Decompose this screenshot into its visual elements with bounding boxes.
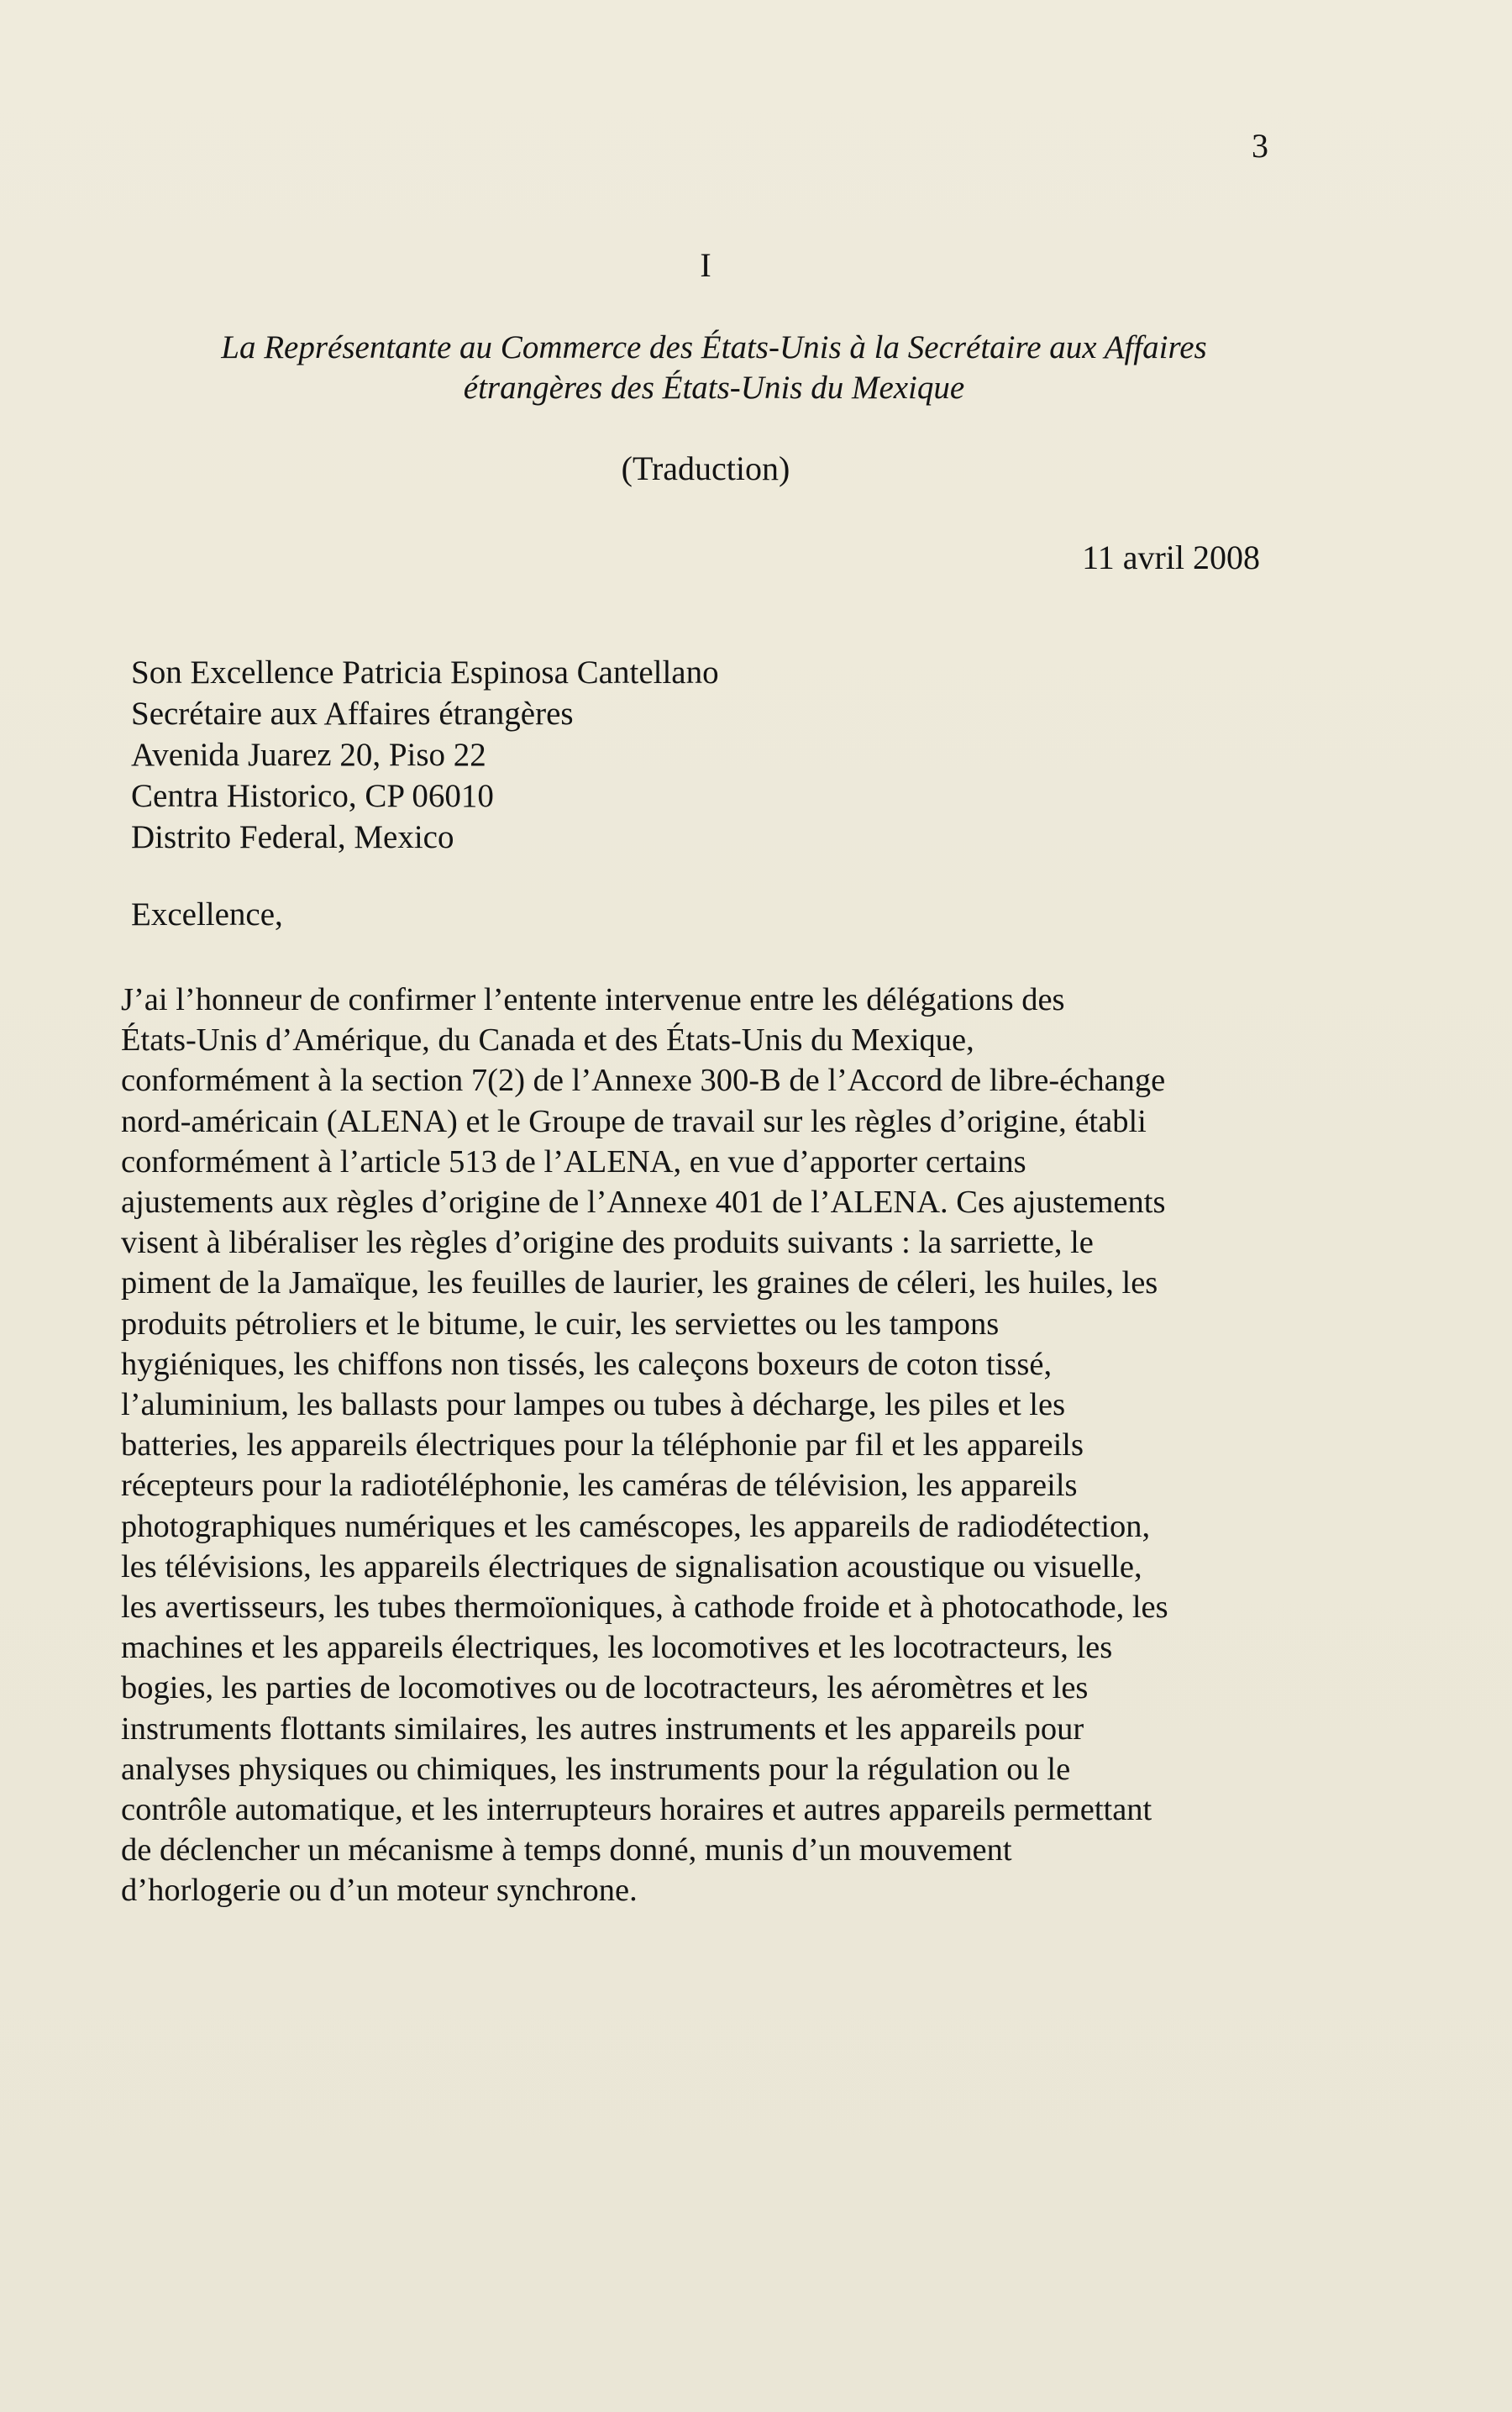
body-line: photographiques numériques et les caméscopes, les appareils de radiodétection, (121, 1508, 1151, 1544)
addressee-line: Secrétaire aux Affaires étrangères (131, 696, 574, 732)
body-line: conformément à la section 7(2) de l’Annexe 300-B de l’Accord de libre-échange (121, 1063, 1166, 1099)
addressee-line: Distrito Federal, Mexico (131, 819, 454, 855)
body-line: hygiéniques, les chiffons non tissés, les caleçons boxeurs de coton tissé, (121, 1346, 1053, 1382)
body-line: visent à libéraliser les règles d’origine des produits suivants : la sarriette, le (121, 1225, 1094, 1261)
body-line: les avertisseurs, les tubes thermoïoniques, à cathode froide et à photocathode, les (121, 1590, 1168, 1626)
addressee-line: Centra Historico, CP 06010 (131, 778, 494, 814)
section-numeral: I (700, 246, 711, 284)
body-line: analyses physiques ou chimiques, les instruments pour la régulation ou le (121, 1751, 1071, 1787)
body-line: ajustements aux règles d’origine de l’Annexe 401 de l’ALENA. Ces ajustements (121, 1185, 1166, 1221)
addressee-line: Son Excellence Patricia Espinosa Cantellano (131, 654, 719, 691)
page-number: 3 (1252, 127, 1268, 165)
body-line: bogies, les parties de locomotives ou de locotracteurs, les aéromètres et les (121, 1670, 1089, 1706)
body-line: piment de la Jamaïque, les feuilles de laurier, les graines de céleri, les huiles, les (121, 1265, 1158, 1301)
addressee-block (131, 652, 887, 858)
body-line: l’aluminium, les ballasts pour lampes ou tubes à décharge, les piles et les (121, 1387, 1066, 1423)
letter-date: 11 avril 2008 (1082, 539, 1260, 576)
body-line: conformément à l’article 513 de l’ALENA, en vue d’apporter certains (121, 1143, 1026, 1180)
salutation: Excellence, (131, 896, 283, 933)
letter-heading (160, 328, 1268, 408)
body-line: nord-américain (ALENA) et le Groupe de travail sur les règles d’origine, établi (121, 1103, 1147, 1139)
body-line: d’horlogerie ou d’un moteur synchrone. (121, 1873, 638, 1909)
body-line: États-Unis d’Amérique, du Canada et des États-Unis du Mexique, (121, 1022, 974, 1059)
heading-line-2: étrangères des États-Unis du Mexique (463, 370, 965, 406)
body-line: batteries, les appareils électriques pour la téléphonie par fil et les appareils (121, 1427, 1084, 1463)
body-line: récepteurs pour la radiotéléphonie, les caméras de télévision, les appareils (121, 1468, 1078, 1504)
letter-body (121, 980, 1280, 1911)
body-line: instruments flottants similaires, les autres instruments et les appareils pour (121, 1710, 1084, 1747)
body-line: produits pétroliers et le bitume, le cuir, les serviettes ou les tampons (121, 1306, 1000, 1342)
body-line: contrôle automatique, et les interrupteurs horaires et autres appareils permettant (121, 1792, 1152, 1828)
body-line: de déclencher un mécanisme à temps donné, munis d’un mouvement (121, 1832, 1012, 1868)
heading-line-1: La Représentante au Commerce des États-Unis à la Secrétaire aux Affaires (221, 329, 1207, 365)
body-line: les télévisions, les appareils électriques de signalisation acoustique ou visuelle, (121, 1548, 1142, 1584)
body-line: J’ai l’honneur de confirmer l’entente intervenue entre les délégations des (121, 982, 1065, 1017)
body-line: machines et les appareils électriques, les locomotives et les locotracteurs, les (121, 1630, 1113, 1666)
addressee-line: Avenida Juarez 20, Piso 22 (131, 737, 486, 773)
translation-note: (Traduction) (621, 449, 790, 487)
